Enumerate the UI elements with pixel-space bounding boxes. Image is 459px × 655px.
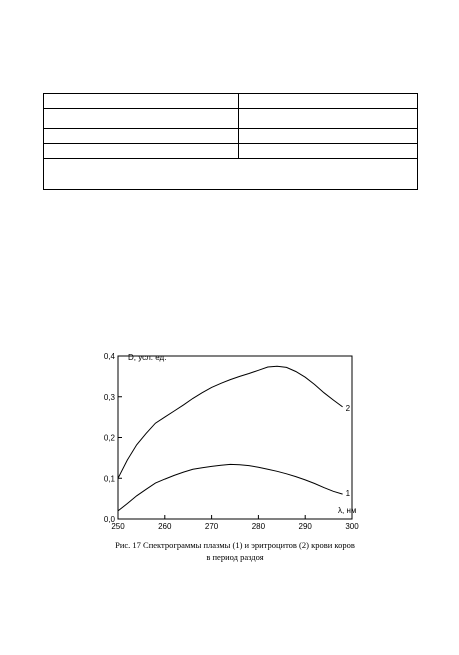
y-tick-label: 0,3 [103, 392, 115, 402]
series-line-1 [118, 464, 343, 511]
y-axis-label: D, усл. ед. [128, 353, 167, 362]
x-axis-label: λ, нм [338, 506, 357, 515]
series-label-2: 2 [345, 403, 351, 413]
figure-caption [90, 539, 380, 563]
caption-line-2: в период раздоя [206, 552, 264, 562]
series-line-2 [118, 366, 343, 478]
x-tick-label: 250 [111, 522, 125, 531]
series-label-1: 1 [345, 489, 351, 499]
x-tick-label: 290 [298, 522, 312, 531]
x-tick-label: 260 [158, 522, 172, 531]
x-tick-label: 300 [345, 522, 359, 531]
plot-frame [118, 356, 352, 519]
y-tick-label: 0,1 [103, 474, 115, 484]
y-tick-label: 0,4 [103, 352, 115, 361]
x-tick-label: 270 [204, 522, 219, 531]
caption-line-1: Рис. 17 Спектрограммы плазмы (1) и эритроцитов (2) крови коров [115, 540, 355, 550]
y-tick-label: 0,0 [103, 515, 115, 524]
y-tick-label: 0,2 [103, 433, 115, 443]
chart-axes [118, 356, 352, 519]
chart-series [118, 366, 351, 511]
x-tick-label: 280 [251, 522, 266, 531]
